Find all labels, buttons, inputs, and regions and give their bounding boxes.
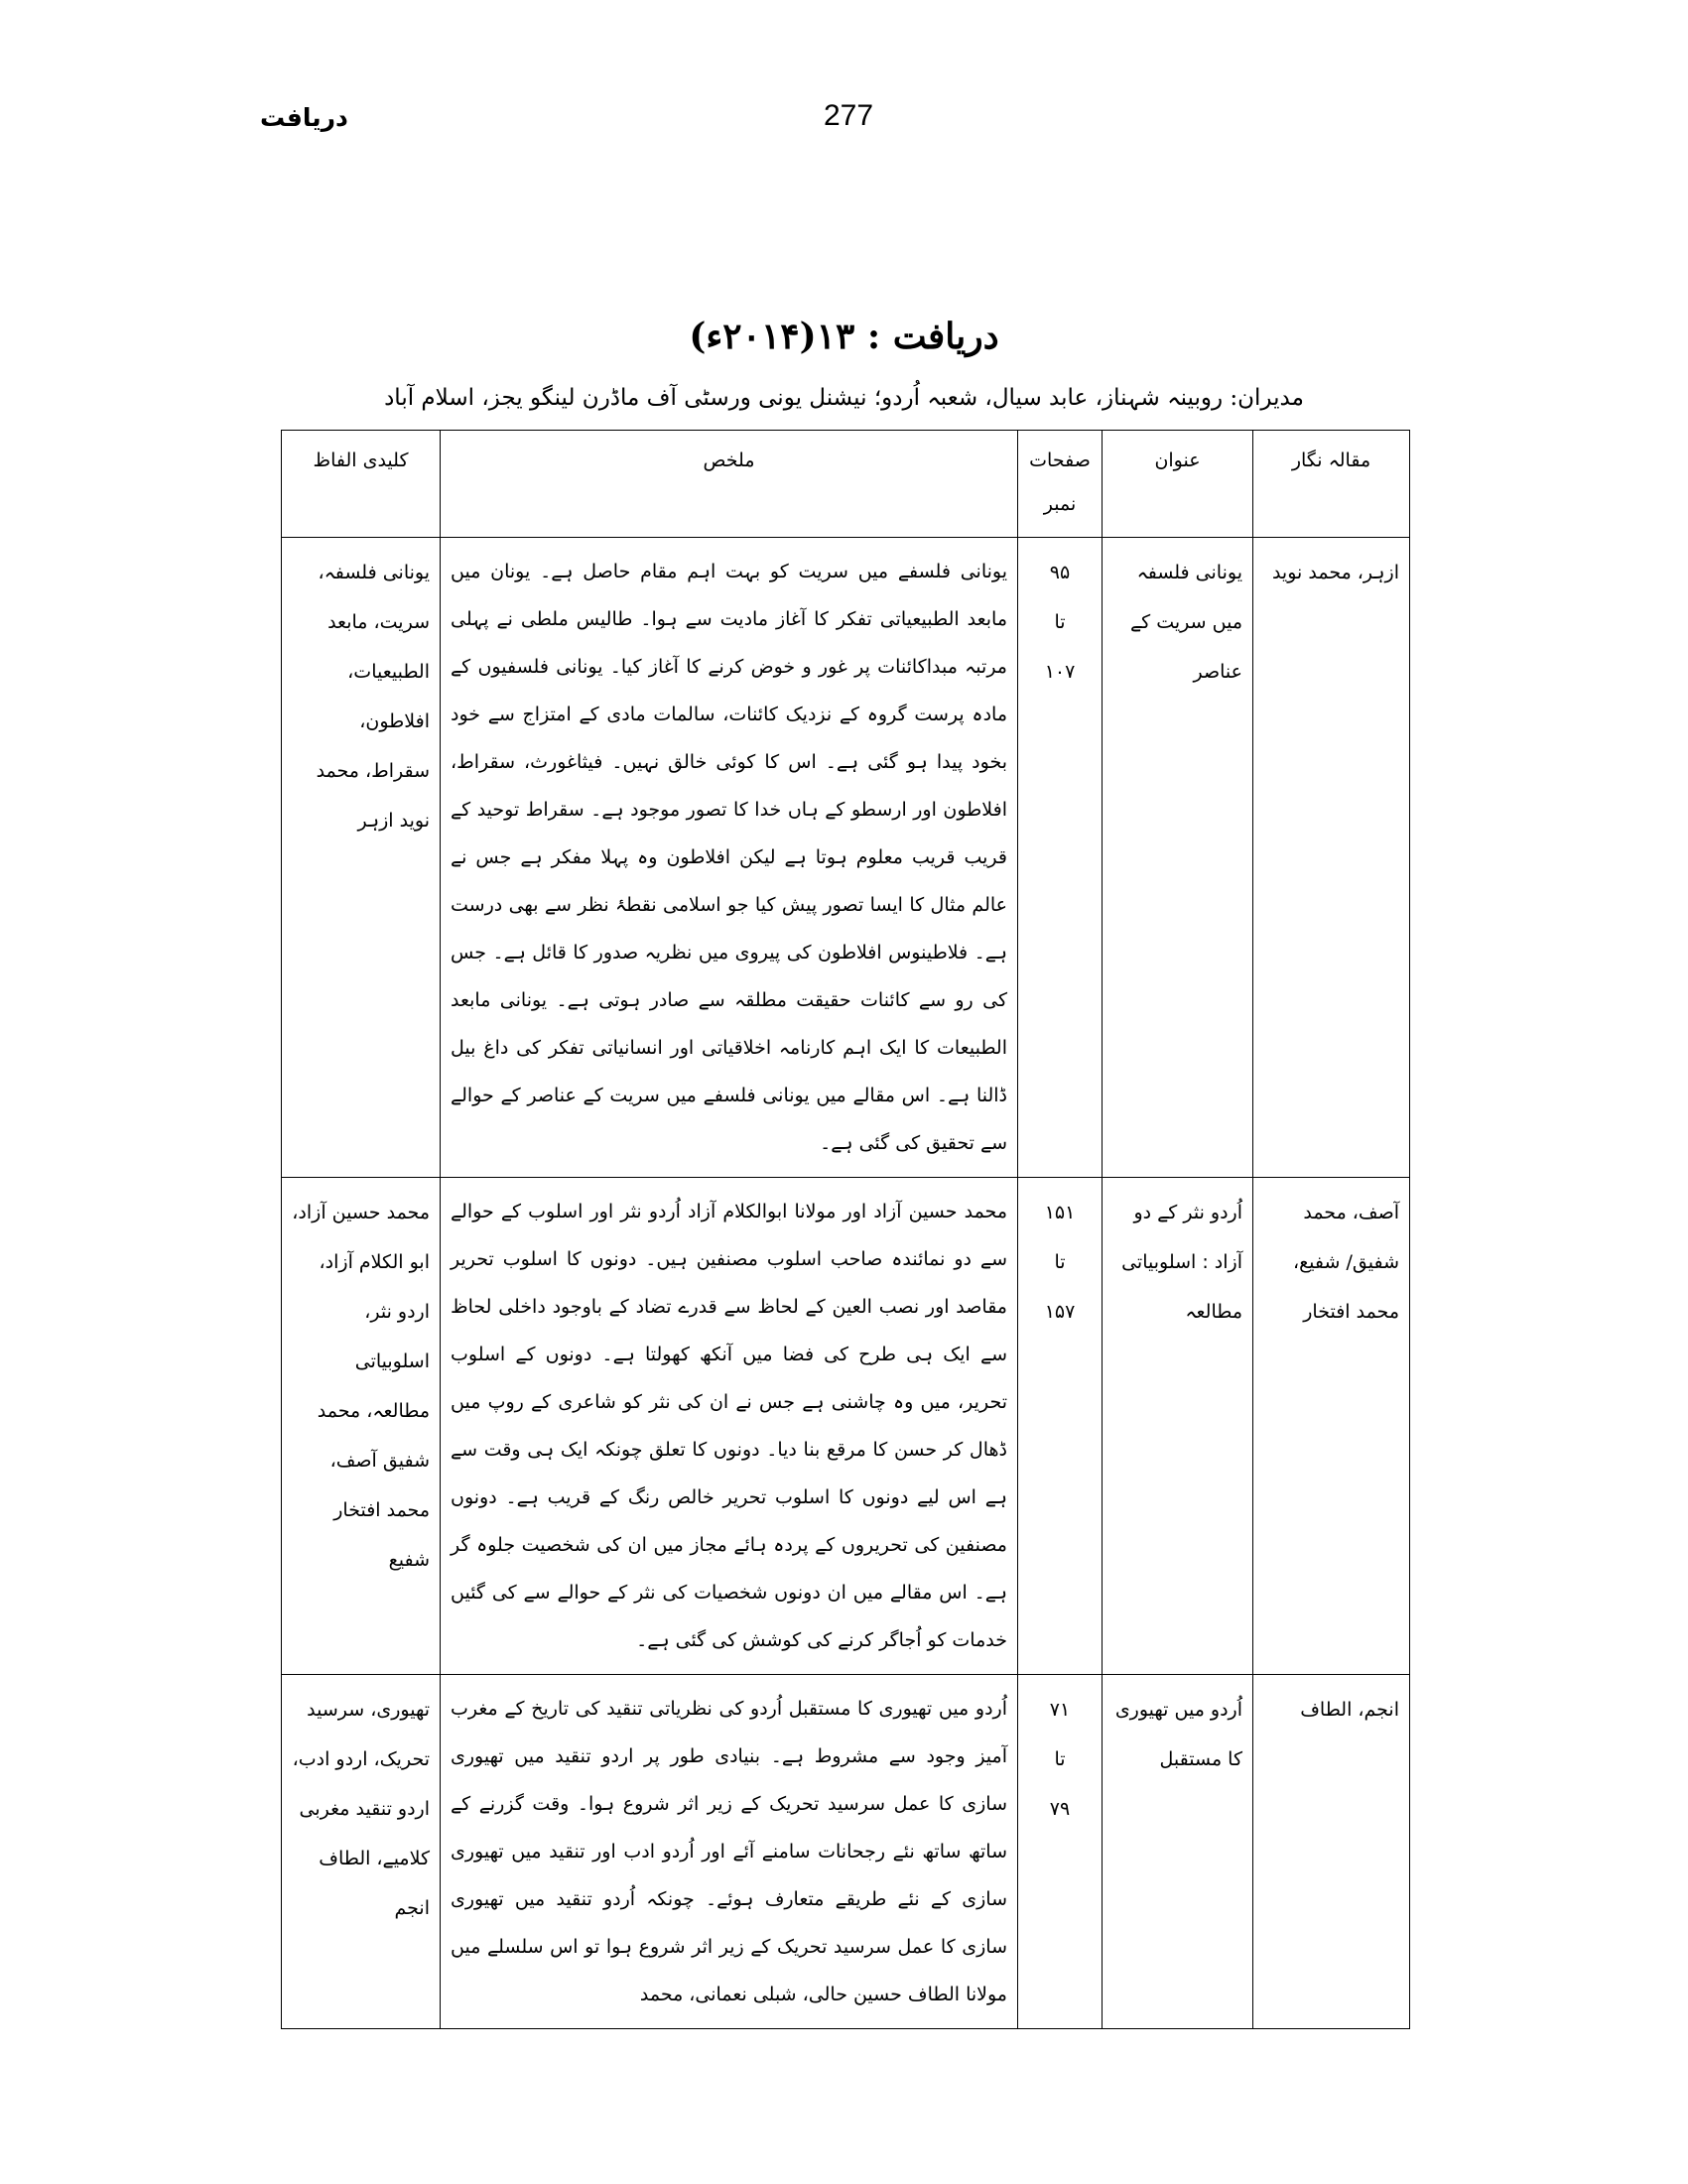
page-end: ۱۵۷ — [1044, 1301, 1076, 1323]
page-start: ۹۵ — [1049, 562, 1071, 583]
journal-title: دریافت : ۱۳(۲۰۱۴ء) — [689, 316, 999, 357]
cell-pages — [1018, 1178, 1103, 1675]
page-end: ۷۹ — [1049, 1798, 1071, 1820]
table-row — [282, 1675, 1410, 2029]
cell-summary: اُردو میں تھیوری کا مستقبل اُردو کی نظریاتی تنقید کی تاریخ کے مغرب آمیز وجود سے مشروط ہے۔ بنیادی طور پر اردو تنقید میں تھیوری سازی کا عمل سرسید تحریک کے زیر اثر شروع ہوا۔ وقت گزرنے کے ساتھ ساتھ نئے رجحانات سامنے آئے اور اُردو ادب اور تنقید میں تھیوری سازی کے نئے طریقے متعارف ہوئے۔ چونکہ اُردو تنقید میں تھیوری سازی کا عمل سرسید تحریک کے زیر اثر شروع ہوا تو اس سلسلے میں مولانا الطاف حسین حالی، شبلی نعمانی، محمد — [441, 1675, 1018, 2029]
running-head: دریافت — [260, 103, 348, 132]
header-pages: صفحات نمبر — [1018, 431, 1103, 538]
cell-author: انجم، الطاف — [1253, 1675, 1410, 2029]
article-index-table — [281, 430, 1410, 2029]
cell-summary: محمد حسین آزاد اور مولانا ابوالکلام آزاد اُردو نثر اور اسلوب کے حوالے سے دو نمائندہ صاحب اسلوب مصنفین ہیں۔ دونوں کا اسلوب تحریر مقاصد اور نصب العین کے لحاظ سے قدرے تضاد کے باوجود داخلی لحاظ سے ایک ہی طرح کی فضا میں آنکھ کھولتا ہے۔ دونوں کے اسلوب تحریر، میں وہ چاشنی ہے جس نے ان کی نثر کو شاعری کے روپ میں ڈھال کر حسن کا مرقع بنا دیا۔ دونوں کا تعلق چونکہ ایک ہی وقت سے ہے اس لیے دونوں کا اسلوب تحریر خالص رنگ کے قریب ہے۔ دونوں مصنفین کی تحریروں کے پردہ ہائے مجاز میں ان کی شخصیت جلوہ گر ہے۔ اس مقالے میں ان دونوں شخصیات کی نثر کے حوالے سے کی گئیں خدمات کو اُجاگر کرنے کی کوشش کی گئی ہے۔ — [441, 1178, 1018, 1675]
editors-line: مدیران: روبینہ شہناز، عابد سیال، شعبہ اُردو؛ نیشنل یونی ورسٹی آف ماڈرن لینگو یجز، اسلام آباد — [384, 385, 1304, 411]
page-to: تا — [1054, 1251, 1066, 1273]
header-keywords: کلیدی الفاظ — [282, 431, 441, 538]
cell-title: اُردو میں تھیوری کا مستقبل — [1103, 1675, 1253, 2029]
header-author: مقالہ نگار — [1253, 431, 1410, 538]
cell-keywords: محمد حسین آزاد، ابو الکلام آزاد، اردو نثر، اسلوبیاتی مطالعہ، محمد شفیق آصف، محمد افتخار شفیع — [282, 1178, 441, 1675]
cell-pages — [1018, 1675, 1103, 2029]
header-summary: ملخص — [441, 431, 1018, 538]
header-title: عنوان — [1103, 431, 1253, 538]
page-to: تا — [1054, 1748, 1066, 1770]
page-start: ۱۵۱ — [1044, 1202, 1076, 1223]
page-number: 277 — [824, 99, 874, 132]
cell-title: اُردو نثر کے دو آزاد : اسلوبیاتی مطالعہ — [1103, 1178, 1253, 1675]
page-to: تا — [1054, 611, 1066, 633]
cell-author: آصف، محمد شفیق/ شفیع، محمد افتخار — [1253, 1178, 1410, 1675]
cell-keywords: تھیوری، سرسید تحریک، اردو ادب، اردو تنقید مغربی کلامیے، الطاف انجم — [282, 1675, 441, 2029]
cell-author: ازہر، محمد نوید — [1253, 538, 1410, 1178]
table-header-row — [282, 431, 1410, 538]
cell-title: یونانی فلسفہ میں سریت کے عناصر — [1103, 538, 1253, 1178]
table-row — [282, 1178, 1410, 1675]
table-row — [282, 538, 1410, 1178]
page-end: ۱۰۷ — [1044, 661, 1076, 683]
cell-summary: یونانی فلسفے میں سریت کو بہت اہم مقام حاصل ہے۔ یونان میں مابعد الطبیعیاتی تفکر کا آغاز مادیت سے ہوا۔ طالیس ملطی نے پہلی مرتبہ مبداکائنات پر غور و خوض کرنے کا آغاز کیا۔ یونانی فلسفیوں کے مادہ پرست گروہ کے نزدیک کائنات، سالمات مادی کے امتزاج سے خود بخود پیدا ہو گئی ہے۔ اس کا کوئی خالق نہیں۔ فیثاغورث، سقراط، افلاطون اور ارسطو کے ہاں خدا کا تصور موجود ہے۔ سقراط توحید کے قریب قریب معلوم ہوتا ہے لیکن افلاطون وہ پہلا مفکر ہے جس نے عالم مثال کا ایسا تصور پیش کیا جو اسلامی نقطۂ نظر سے بھی درست ہے۔ فلاطینوس افلاطون کی پیروی میں نظریہ صدور کا قائل ہے۔ جس کی رو سے کائنات حقیقت مطلقہ سے صادر ہوتی ہے۔ یونانی مابعد الطبیعات کا ایک اہم کارنامہ اخلاقیاتی اور انسانیاتی تفکر کی داغ بیل ڈالنا ہے۔ اس مقالے میں یونانی فلسفے میں سریت کے عناصر کے حوالے سے تحقیق کی گئی ہے۔ — [441, 538, 1018, 1178]
cell-pages — [1018, 538, 1103, 1178]
page-start: ۷۱ — [1049, 1699, 1071, 1721]
cell-keywords: یونانی فلسفہ، سریت، مابعد الطبیعیات، افلاطون، سقراط، محمد نوید ازہر — [282, 538, 441, 1178]
